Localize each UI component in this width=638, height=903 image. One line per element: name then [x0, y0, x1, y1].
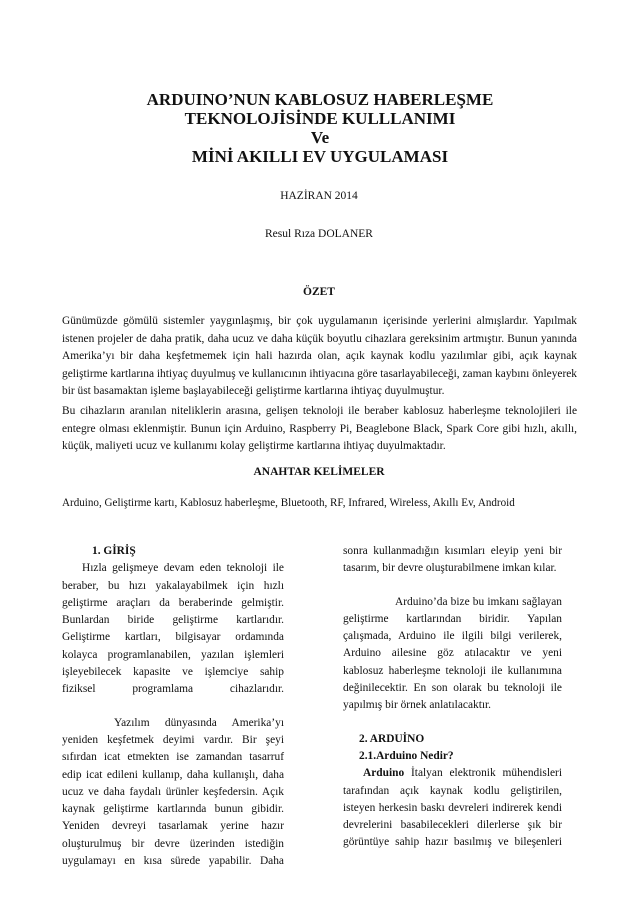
- abstract-paragraph-1: Günümüzde gömülü sistemler yaygınlaşmış, bir çok uygulamanın içerisinde yerlerini almışlardır. Yapılmak istenen projeler de daha pratik, daha ucuz ve daha küçük boyutlu cihazlara gereksinim artmıştır. Bunun yanında Amerika’yı bir daha keşfetmemek için hali hazırda olan, açık kaynak kodlu yazılımlar gibi, açık kaynak geliştirme kartlarına ihtiyaç duyulmuş ve kullanıcının ihtiyacına göre tasarlayabileceği, zaman kaybını önleyerek bir üst basamaktan işleme başlayabileceği geliştirme kartlarına ihtiyaç duyulmuştur.: [62, 315, 577, 397]
- right-column: [343, 543, 562, 852]
- keywords-heading: ANAHTAR KELİMELER: [253, 466, 385, 478]
- term-arduino: Arduino: [363, 767, 405, 780]
- title-line-3: Ve: [310, 128, 330, 147]
- left-paragraph-1: [62, 560, 284, 698]
- left-paragraph-2-text: Yazılım dünyasında Amerika’yı yeniden keşfetmek deyimi vardır. Bir şeyi sıfırdan icat etmekten ise zamandan tasarruf edip icat edileni kullanıp, daha kullanışlı, daha ucuz ve daha faydalı ürünler keşfedersin. Açık kaynak geliştirme kartlarında bunun gibidir. Yeniden devreyi tasarlamak yerine hazır oluşturulmuş bir devre üzerinden istediğin uygulamayı en kısa sürede yapabilir. Daha: [62, 716, 284, 868]
- section-heading-arduino: 2. ARDUİNO: [359, 732, 425, 745]
- left-paragraph-2: [62, 715, 284, 871]
- right-paragraph-2-text: İtalyan elektronik mühendisleri tarafından açık kaynak kodlu geliştirilen, isteyen herkesin baskı devreleri indirerek kendi devrelerini basabilecekleri dilerlerse şık bir görüntüye sahip hazır basılmış ve bileşenleri: [343, 767, 562, 849]
- abstract-paragraph-2: Bu cihazların aranılan niteliklerin arasına, gelişen teknoloji ile beraber kablosuz haberleşme teknolojileri ile entegre olması eklenmiştir. Bunun için Arduino, Raspberry Pi, Beaglebone Black, Spark Core gibi hızlı, akıllı, küçük, maliyeti ucuz ve kullanımı kolay geliştirme kartlarına ihtiyaç duyulmaktadır.: [62, 405, 577, 452]
- right-paragraph-2: [343, 765, 562, 851]
- title-line-1: ARDUINO’NUN KABLOSUZ HABERLEŞME: [146, 90, 494, 109]
- keywords-text: Arduino, Geliştirme kartı, Kablosuz haberleşme, Bluetooth, RF, Infrared, Wireless, Akıllı Ev, Android: [62, 497, 515, 509]
- title-line-4: MİNİ AKILLI EV UYGULAMASI: [191, 147, 449, 166]
- abstract-heading: ÖZET: [303, 286, 335, 298]
- right-paragraph-1: [343, 594, 562, 715]
- subsection-heading-arduino-nedir: 2.1.Arduino Nedir?: [359, 749, 454, 762]
- left-column: [62, 543, 284, 870]
- section-heading-giris: 1. GİRİŞ: [92, 545, 136, 557]
- title-line-2: TEKNOLOJİSİNDE KULLLANIMI: [184, 109, 456, 128]
- publication-date: HAZİRAN 2014: [280, 190, 358, 202]
- paper-title: [60, 90, 580, 166]
- right-paragraph-0-text: sonra kullanmadığın kısımları eleyip yeni bir tasarım, bir devre oluşturabilmene imkan kılar.: [343, 545, 562, 575]
- author-name: Resul Rıza DOLANER: [265, 228, 373, 240]
- right-paragraph-1-text: Arduino’da bize bu imkanı sağlayan geliştirme kartlarından biridir. Yapılan çalışmada, Arduino ile ilgili bilgi verilerek, Arduino ailesine göz atılacaktır ve yeni kablosuz haberleşme teknoloji ile kullanımına değinilecektir. En son olarak bu teknoloji ile yapılmış bir örnek anlatılacaktır.: [343, 595, 562, 712]
- left-paragraph-1-text: Hızla gelişmeye devam eden teknoloji ile beraber, bu hızı yakalayabilmek için hızlı geliştirme araçları da beraberinde gelmiştir. Bunlardan biride geliştirme kartlarıdır. Geliştirme kartları, bilgisayar ordamında kolayca programlanabilen, yazılan işlemleri işleyebilecek kapasite ve işlemciye sahip fiziksel programlama cihazlarıdır.: [62, 562, 284, 696]
- right-paragraph-0: [343, 543, 562, 578]
